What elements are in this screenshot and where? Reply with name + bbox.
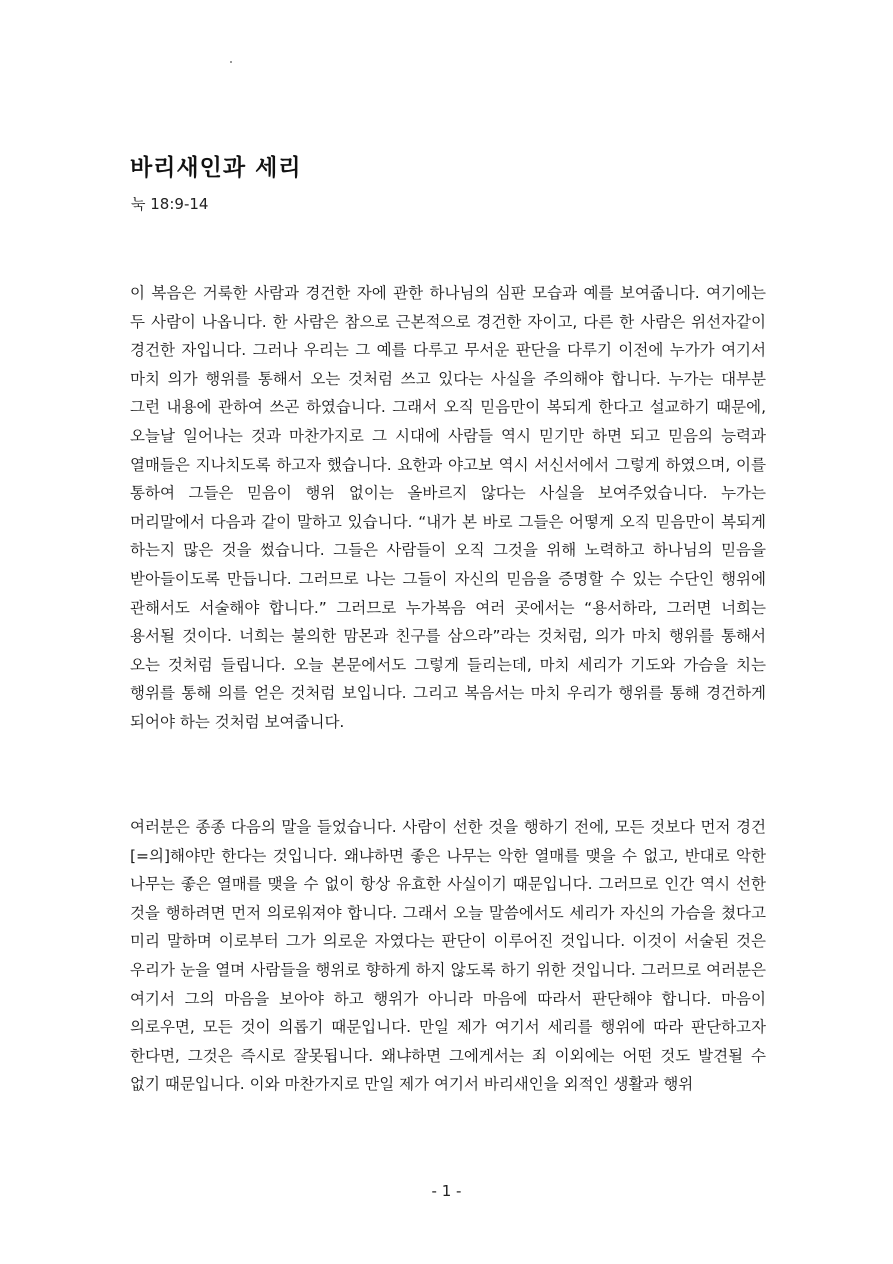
scan-speck bbox=[230, 61, 232, 63]
body-paragraph-2: 여러분은 종종 다음의 말을 들었습니다. 사람이 선한 것을 행하기 전에, 모든 것보다 먼저 경건[=의]해야만 한다는 것입니다. 왜냐하면 좋은 나무는 악한 열매를 맺을 수 없고, 반대로 악한 나무는 좋은 열매를 맺을 수 없이 항상 유효한 사실이기 때문입니다. 그러므로 인간 역시 선한 것을 행하려면 먼저 의로워져야 합니다. 그래서 오늘 말씀에서도 세리가 자신의 가슴을 쳤다고 미리 말하며 이로부터 그가 의로운 자였다는 판단이 이루어진 것입니다. 이것이 서술된 것은 우리가 눈을 열며 사람들을 행위로 향하게 하지 않도록 하기 위한 것입니다. 그러므로 여러분은 여기서 그의 마음을 보아야 하고 행위가 아니라 마음에 따라서 판단해야 합니다. 마음이 의로우면, 모든 것이 의롭기 때문입니다. 만일 제가 여기서 세리를 행위에 따라 판단하고자 한다면, 그것은 즉시로 잘못됩니다. 왜냐하면 그에게서는 죄 이외에는 어떤 것도 발견될 수 없기 때문입니다. 이와 마찬가지로 만일 제가 여기서 바리새인을 외적인 생활과 행위 bbox=[130, 818, 766, 1094]
page-number: - 1 - bbox=[431, 1182, 462, 1200]
scripture-reference: 눅 18:9-14 bbox=[131, 195, 209, 213]
body-paragraph-1: 이 복음은 거룩한 사람과 경건한 자에 관한 하나님의 심판 모습과 예를 보여줍니다. 여기에는 두 사람이 나옵니다. 한 사람은 참으로 근본적으로 경건한 자이고, 다른 한 사람은 위선자같이 경건한 자입니다. 그러나 우리는 그 예를 다루고 무서운 판단을 다루기 이전에 누가가 여기서 마치 의가 행위를 통해서 오는 것처럼 쓰고 있다는 사실을 주의해야 합니다. 누가는 대부분 그런 내용에 관하여 쓰곤 하였습니다. 그래서 오직 믿음만이 복되게 한다고 설교하기 때문에, 오늘날 일어나는 것과 마찬가지로 그 시대에 사람들 역시 믿기만 하면 되고 믿음의 능력과 열매들은 지나치도록 하고자 했습니다. 요한과 야고보 역시 서신서에서 그렇게 하였으며, 이를 통하여 그들은 믿음이 행위 없이는 올바르지 않다는 사실을 보여주었습니다. 누가는 머리말에서 다음과 같이 말하고 있습니다. “내가 본 바로 그들은 어떻게 오직 믿음만이 복되게 하는지 많은 것을 썼습니다. 그들은 사람들이 오직 그것을 위해 노력하고 하나님의 믿음을 받아들이도록 만듭니다. 그러므로 나는 그들이 자신의 믿음을 증명할 수 있는 수단인 행위에 관해서도 서술해야 합니다.” 그러므로 누가복음 여러 곳에서는 “용서하라, 그러면 너희는 용서될 것이다. 너희는 불의한 맘몬과 친구를 삼으라”라는 것처럼, 의가 마치 행위를 통해서 오는 것처럼 들립니다. 오늘 본문에서도 그렇게 들리는데, 마치 세리가 기도와 가슴을 치는 행위를 통해 의를 얻은 것처럼 보입니다. 그리고 복음서는 마치 우리가 행위를 통해 경건하게 되어야 하는 것처럼 보여줍니다. bbox=[130, 284, 766, 731]
sermon-title: 바리새인과 세리 bbox=[130, 155, 302, 181]
